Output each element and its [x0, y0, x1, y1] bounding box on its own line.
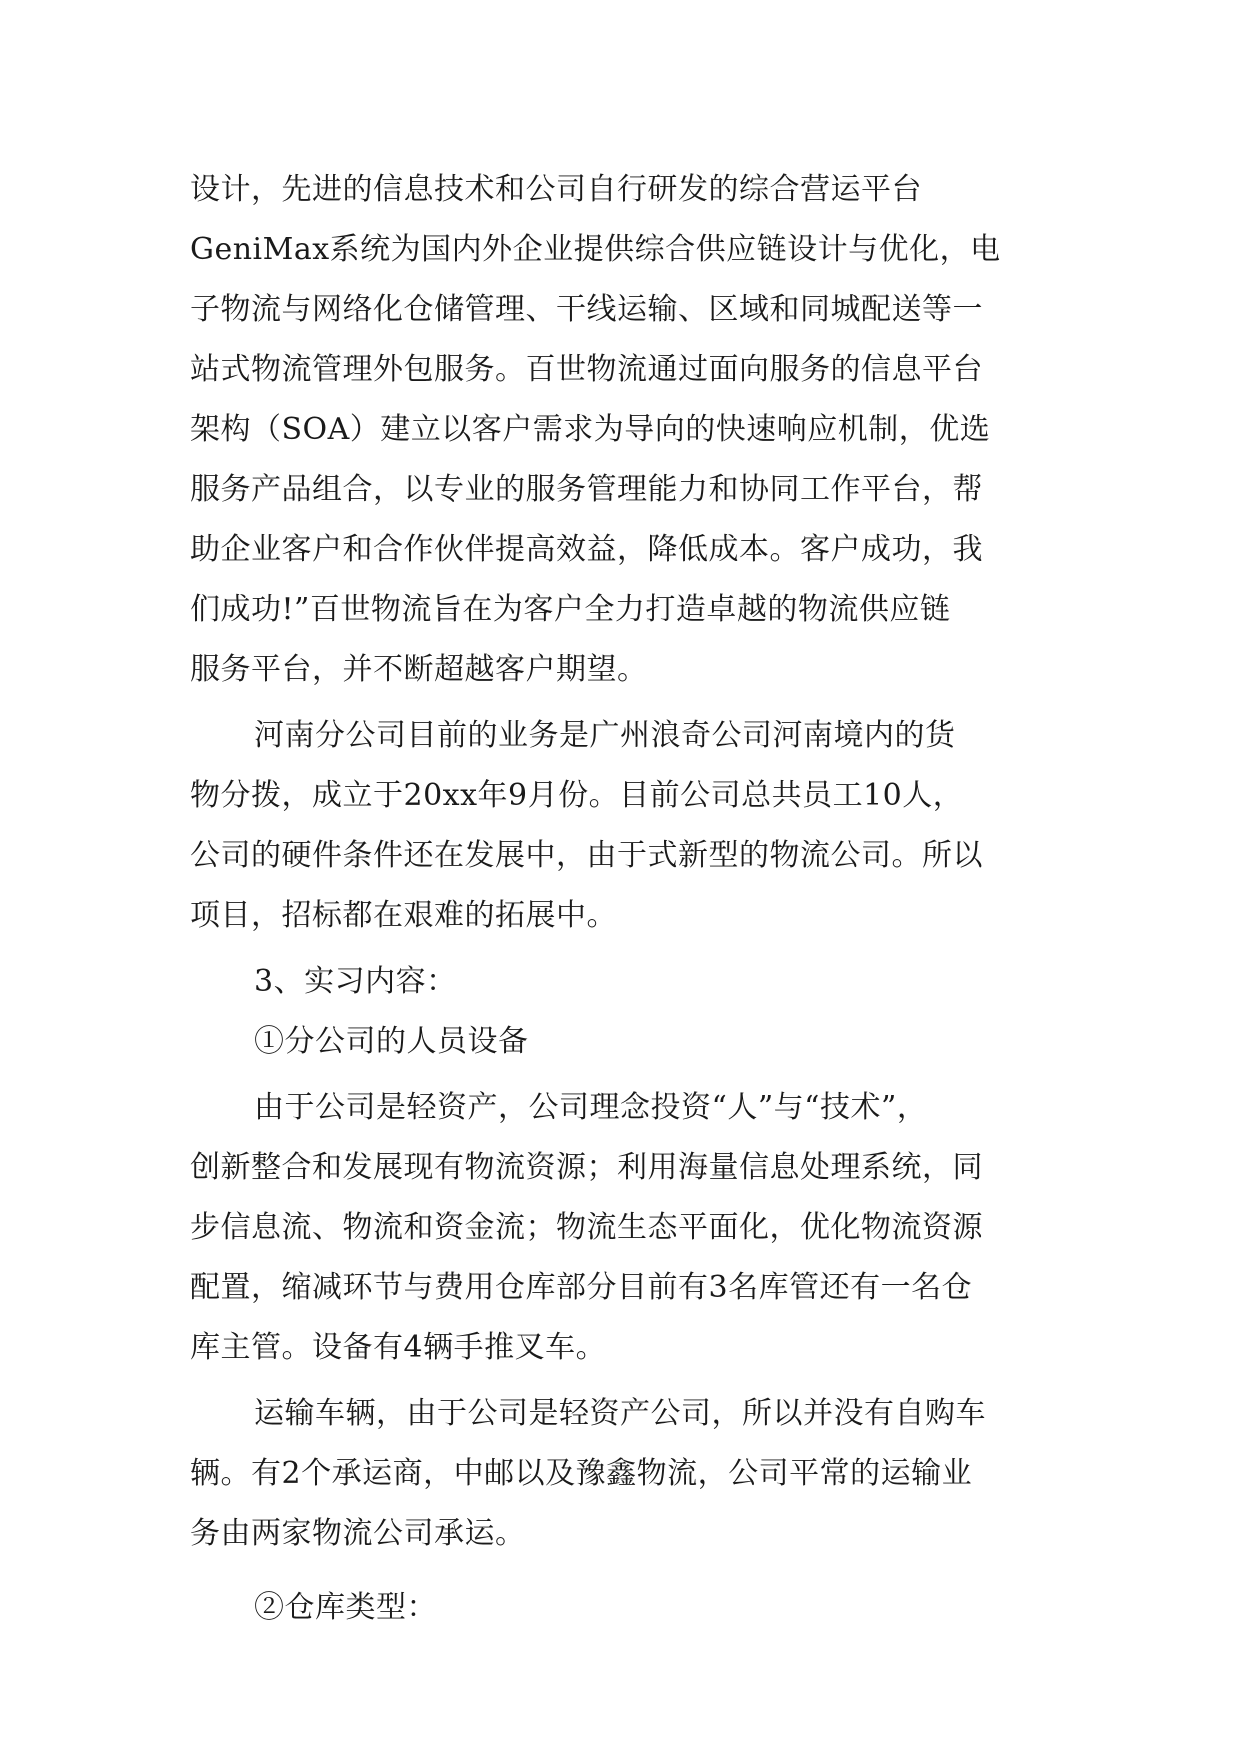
section-heading: 3、实习内容： [254, 964, 457, 999]
subsection-heading: ②仓库类型： [254, 1590, 437, 1625]
text-line: 务由两家物流公司承运。 [190, 1516, 526, 1551]
text-line: 步信息流、物流和资金流；物流生态平面化，优化物流资源 [190, 1210, 983, 1245]
text-line: 站式物流管理外包服务。百世物流通过面向服务的信息平台 [190, 352, 983, 387]
text-line: 服务产品组合，以专业的服务管理能力和协同工作平台，帮 [190, 472, 983, 507]
paragraph-start-line: 运输车辆，由于公司是轻资产公司，所以并没有自购车 [254, 1396, 986, 1431]
paragraph-start-line: 由于公司是轻资产，公司理念投资“人”与“技术”， [254, 1090, 928, 1125]
text-line: 配置，缩减环节与费用仓库部分目前有3名库管还有一名仓 [190, 1270, 973, 1305]
text-line: 项目，招标都在艰难的拓展中。 [190, 898, 617, 933]
text-line: 设计，先进的信息技术和公司自行研发的综合营运平台 [190, 172, 922, 207]
document-body [190, 160, 1050, 1638]
paragraph-start-line: 河南分公司目前的业务是广州浪奇公司河南境内的货 [254, 718, 956, 753]
text-line: 们成功!”百世物流旨在为客户全力打造卓越的物流供应链 [190, 592, 951, 627]
subsection-heading: ①分公司的人员设备 [254, 1024, 529, 1059]
text-line: 创新整合和发展现有物流资源；利用海量信息处理系统，同 [190, 1150, 983, 1185]
text-line: 库主管。设备有4辆手推叉车。 [190, 1330, 607, 1365]
text-line: 架构（SOA）建立以客户需求为导向的快速响应机制，优选 [190, 412, 991, 447]
text-line: 公司的硬件条件还在发展中，由于式新型的物流公司。所以 [190, 838, 983, 873]
text-line: 子物流与网络化仓储管理、干线运输、区域和同城配送等一 [190, 292, 983, 327]
text-line: 助企业客户和合作伙伴提高效益，降低成本。客户成功，我 [190, 532, 983, 567]
text-line: 服务平台，并不断超越客户期望。 [190, 652, 648, 687]
text-line: 物分拨，成立于20xx年9月份。目前公司总共员工10人， [190, 778, 964, 813]
text-line: GeniMax系统为国内外企业提供综合供应链设计与优化，电 [190, 232, 1001, 267]
text-line: 辆。有2个承运商，中邮以及豫鑫物流，公司平常的运输业 [190, 1456, 973, 1491]
